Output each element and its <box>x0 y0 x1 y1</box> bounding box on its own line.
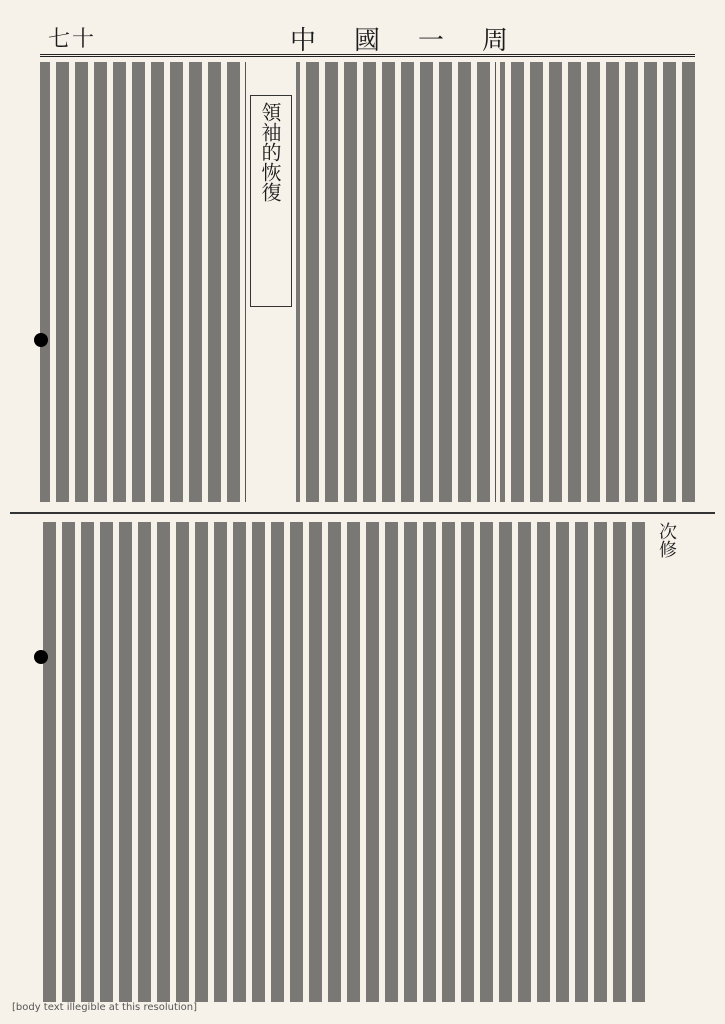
chapter-heading: 次修 <box>656 522 677 558</box>
column-rule <box>245 62 246 502</box>
column-rule <box>495 62 496 502</box>
article-text-top-center <box>296 62 490 502</box>
article-text-top-right <box>500 62 695 502</box>
punch-hole-mark <box>34 650 48 664</box>
page-number: 七十 <box>48 27 97 52</box>
article-text-top-left <box>40 62 240 502</box>
page-header <box>40 18 695 57</box>
article-text-bottom <box>40 522 645 1002</box>
punch-hole-mark <box>34 333 48 347</box>
placeholder-note: [body text illegible at this resolution] <box>12 1002 197 1013</box>
section-heading-box <box>250 95 292 307</box>
section-divider <box>10 512 715 514</box>
section-title: 領袖的恢復 <box>258 102 282 202</box>
journal-title: 中國一周 <box>290 26 547 56</box>
